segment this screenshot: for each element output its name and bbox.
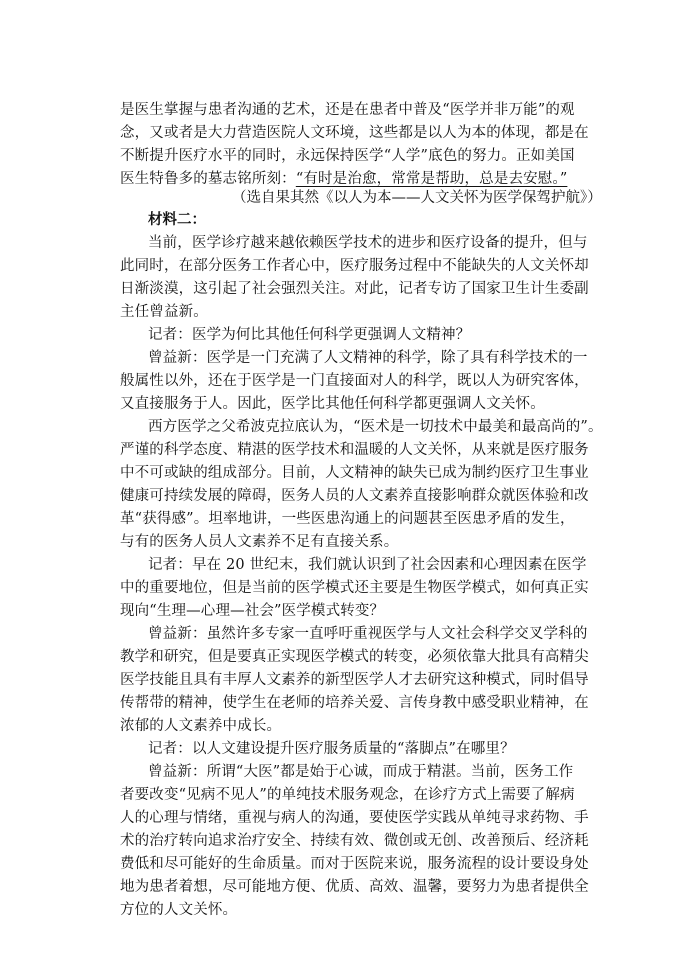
paragraph-line: 方位的人文关怀。 xyxy=(120,902,238,918)
paragraph-line: 当前，医学诊疗越来越依赖医学技术的进步和医疗设备的提升，但与 xyxy=(148,235,588,251)
paragraph-line: 曾益新：虽然许多专家一直呼吁重视医学与人文社会科学交叉学科的 xyxy=(148,626,588,642)
source-citation: （选自果其然《以人为本——人文关怀为医学保驾护航》） xyxy=(232,190,602,206)
paragraph-line: 主任曾益新。 xyxy=(120,304,208,320)
paragraph-line: 者要改变“见病不见人”的单纯技术服务观念，在诊疗方式上需要了解病 xyxy=(120,787,575,803)
paragraph-line: 革“获得感”。坦率地讲，一些医患沟通上的问题甚至医患矛盾的发生， xyxy=(120,511,575,527)
paragraph-line: 浓郁的人文素养中成长。 xyxy=(120,718,282,734)
paragraph-line: 般属性以外，还在于医学是一门直接面对人的科学，既以人为研究客体， xyxy=(120,373,589,389)
paragraph-line: 日渐淡漠，这引起了社会强烈关注。对此，记者专访了国家卫生计生委副 xyxy=(120,281,589,297)
paragraph-line: 念，又或者是大力营造医院人文环境，这些都是以人为本的体现，都是在 xyxy=(120,125,589,141)
interview-question: 现向“生理—心理—社会”医学模式转变？ xyxy=(120,603,385,619)
paragraph-line: 教学和研究，但是要真正实现医学模式的转变，必须依靠大批具有高精尖 xyxy=(120,649,589,665)
section-heading: 材料二： xyxy=(148,211,206,228)
paragraph-line: 费低和尽可能好的生命质量。而对于医院来说，服务流程的设计要设身处 xyxy=(120,856,589,872)
paragraph-line: 中不可或缺的组成部分。目前，人文精神的缺失已成为制约医疗卫生事业 xyxy=(120,465,589,481)
interview-question: 中的重要地位，但是当前的医学模式还主要是生物医学模式，如何真正实 xyxy=(120,580,589,596)
paragraph-line: 是医生掌握与患者沟通的艺术，还是在患者中普及“医学并非万能”的观 xyxy=(120,102,575,118)
interview-question: 记者：以人文建设提升医疗服务质量的“落脚点”在哪里？ xyxy=(148,741,515,757)
epitaph-quote: “有时是治愈，常常是帮助，总是去安慰。” xyxy=(295,171,568,187)
paragraph-line: 此同时，在部分医务工作者心中，医疗服务过程中不能缺失的人文关怀却 xyxy=(120,258,589,274)
paragraph-line: 又直接服务于人。因此，医学比其他任何科学都更强调人文关怀。 xyxy=(120,396,545,412)
interview-question: 记者：医学为何比其他任何科学更强调人文精神？ xyxy=(148,327,471,343)
paragraph-line: 术的治疗转向追求治疗安全、持续有效、微创或无创、改善预后、经济耗 xyxy=(120,833,589,849)
paragraph-line: 地为患者着想，尽可能地方便、优质、高效、温馨，要努力为患者提供全 xyxy=(120,879,589,895)
paragraph-line: 严谨的科学态度、精湛的医学技术和温暖的人文关怀，从来就是医疗服务 xyxy=(120,442,589,458)
paragraph-line: 西方医学之父希波克拉底认为，“医术是一切技术中最美和最高尚的”。 xyxy=(148,419,603,435)
paragraph-line: 与有的医务人员人文素养不足有直接关系。 xyxy=(120,534,399,550)
paragraph-line: 传帮带的精神，使学生在老师的培养关爱、言传身教中感受职业精神，在 xyxy=(120,695,589,711)
paragraph-line: 曾益新：所谓“大医”都是始于心诚，而成于精湛。当前，医务工作 xyxy=(148,764,574,780)
interview-question: 记者：早在 20 世纪末，我们就认识到了社会因素和心理因素在医学 xyxy=(148,557,587,573)
paragraph-line: 曾益新：医学是一门充满了人文精神的科学，除了具有科学技术的一 xyxy=(148,350,588,366)
paragraph-line: 医学技能且具有丰厚人文素养的新型医学人才去研究这种模式，同时倡导 xyxy=(120,672,589,688)
epitaph-line xyxy=(120,170,572,188)
paragraph-line: 人的心理与情绪，重视与病人的沟通，要使医学实践从单纯寻求药物、手 xyxy=(120,810,589,826)
paragraph-line: 健康可持续发展的障碍，医务人员的人文素养直接影响群众就医体验和改 xyxy=(120,488,589,504)
paragraph-line: 不断提升医疗水平的同时，永远保持医学“人学”底色的努力。正如美国 xyxy=(120,148,575,164)
epitaph-intro: 医生特鲁多的墓志铭所刻： xyxy=(120,171,296,187)
